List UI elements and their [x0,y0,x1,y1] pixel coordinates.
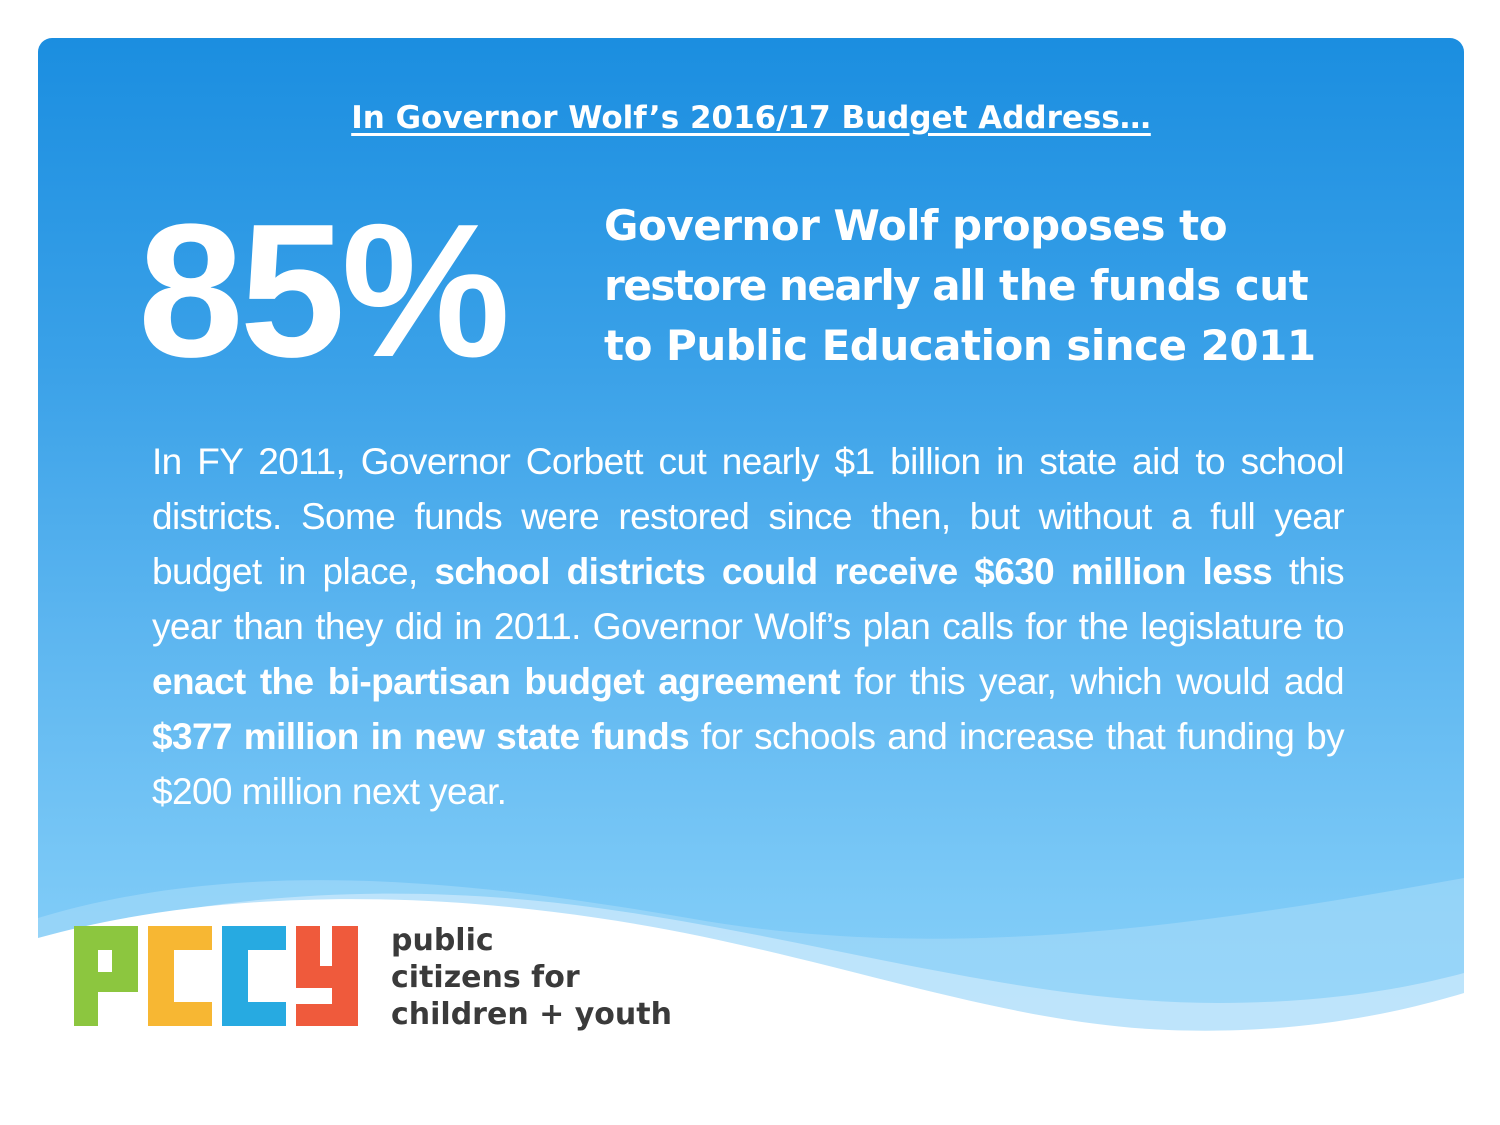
logo-letter-c2 [222,926,286,1026]
logo-line-3: children + youth [391,997,672,1032]
body-bold-2: enact the bi-partisan budget agreement [152,661,840,702]
logo-wordmark [391,922,672,1033]
logo-letter-y [296,926,358,1026]
body-text-4: for schools and increase that funding by $200 million next year. [152,716,1344,812]
pccy-logo [74,926,358,1026]
body-text-3: for this year, which would add [840,661,1344,702]
logo-line-2: citizens for [391,960,580,995]
body-text-2: this year than they did in 2011. Governor Wolf’s plan calls for the legislature to [152,551,1345,647]
tagline-part1: Governor Wolf proposes to [604,201,1228,250]
body-bold-3: $377 million in new state funds [152,716,690,757]
logo-line-1: public [391,923,494,958]
logo-letter-p [74,926,138,1026]
body-bold-1: school districts could receive $630 million less [434,551,1273,592]
big-percent-figure: 85% [138,185,507,397]
tagline-part3: the funds cut to Public Education since 2011 [604,261,1316,370]
tagline-emphasis: restore nearly all [604,261,985,310]
logo-letter-c1 [148,926,212,1026]
body-text-1: In FY 2011, Governor Corbett cut nearly $1 billion in state aid to school districts. Some funds were restored since then, but without a full year budget in place, [152,441,1344,592]
slide-heading: In Governor Wolf’s 2016/17 Budget Address… [351,100,1151,136]
